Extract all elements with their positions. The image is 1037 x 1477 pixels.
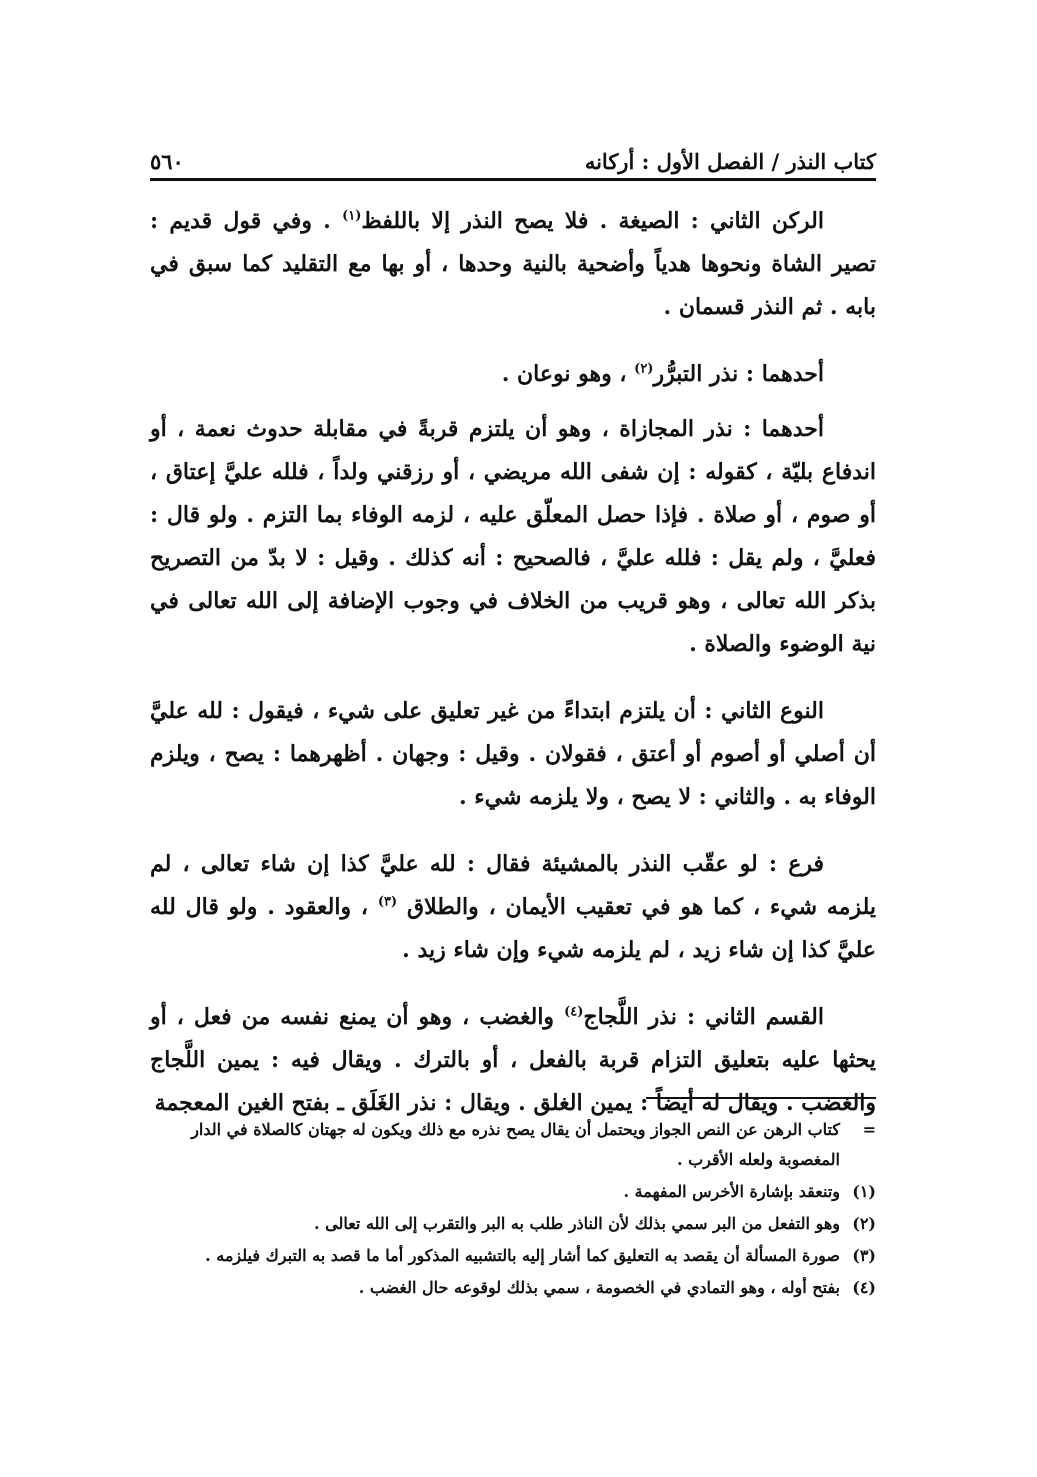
footnote-ref: (٤) [564,1004,584,1020]
footnote-mark: (٣) [852,1246,876,1265]
footnote [150,1177,876,1207]
paragraph-text: أحدهما : نذر المجازاة ، وهو أن يلتزم قربةً في مقابلة حدوث نعمة ، أو اندفاع بليّة ، كقوله : إن شفى الله مريضي ، أو رزقني ولداً ، فلله عليَّ إعتاق ، أو صوم ، أو صلاة . فإذا حصل المعلّق عليه ، لزمه الوفاء بما التزم . ولو قال : فعليَّ ، ولم يقل : فلله عليَّ ، فالصحيح : أنه كذلك . وقيل : لا بدّ من التصريح بذكر الله تعالى ، وهو قريب من الخلاف في وجوب الإضافة إلى الله تعالى في نية الوضوء والصلاة . [150,416,876,657]
paragraph-text: ، وهو نوعان . [501,361,635,387]
footnote-text: وهو التفعل من البر سمي بذلك لأن الناذر طلب به البر والتقرب إلى الله تعالى . [313,1214,840,1233]
paragraph-text: والغضب ، وهو أن يمنع نفسه من فعل ، أو يحثها عليه بتعليق التزام قربة بالفعل ، أو بالترك . ويقال فيه : يمين اللَّجاج والغضب . ويقال له أيضاً : يمين الغلق . ويقال : نذر الغَلَق ـ بفتح الغين المعجمة [150,1004,876,1116]
running-title: كتاب النذر / الفصل الأول : أركانه [584,149,876,174]
footnote [150,1241,876,1271]
footnote-mark: (٤) [852,1278,876,1297]
paragraph [150,690,876,819]
paragraph [150,996,876,1125]
footnote-mark: = [862,1120,876,1139]
footnote-text: صورة المسألة أن يقصد به التعليق كما أشار إليه بالتشبيه المذكور أما ما قصد به التبرك فيلزمه . [205,1246,840,1265]
footnote-ref: (٢) [634,361,654,377]
paragraph [150,353,876,396]
footnote-text: وتنعقد بإشارة الأخرس المفهمة . [623,1182,840,1201]
page-number: ٥٦٠ [150,149,184,174]
paragraph [150,843,876,972]
paragraph [150,408,876,666]
footnote-text: بفتح أوله ، وهو التمادي في الخصومة ، سمي بذلك لوقوعه حال الغضب . [358,1278,840,1297]
paragraph-text: النوع الثاني : أن يلتزم ابتداءً من غير تعليق على شيء ، فيقول : لله عليَّ أن أصلي أو أصوم أو أعتق ، فقولان . وقيل : وجهان . أظهرهما : يصح ، ويلزم الوفاء به . والثاني : لا يصح ، ولا يلزمه شيء . [150,698,876,810]
paragraph-text: فرع : لو عقّب النذر بالمشيئة فقال : لله عليَّ كذا إن شاء تعالى ، لم يلزمه شيء ، كما هو في تعقيب الأيمان ، والطلاق [150,851,876,920]
footnote-mark: (١) [852,1182,876,1201]
footnote-ref: (١) [342,208,362,224]
page-header [150,138,876,174]
main-text [150,200,876,1149]
footnote-text: كتاب الرهن عن النص الجواز ويحتمل أن يقال يصح نذره مع ذلك ويكون له جهتان كالصلاة في الدار المغصوبة ولعله الأقرب . [191,1120,840,1169]
header-rule [150,178,876,181]
footnote [150,1115,876,1175]
paragraph-text: ، والعقود . ولو قال لله عليَّ كذا إن شاء زيد ، لم يلزمه شيء وإن شاء زيد . [150,894,876,963]
paragraph [150,200,876,329]
footnote [150,1273,876,1303]
footnote-ref: (٣) [377,894,398,910]
footnote-mark: (٢) [852,1214,876,1233]
paragraph-text: الركن الثاني : الصيغة . فلا يصح النذر إلا باللفظ [361,208,825,234]
footnote-rule [646,1097,876,1099]
footnotes [150,1115,876,1305]
paragraph-text: . وفي قول قديم : تصير الشاة ونحوها هدياً وأضحية بالنية وحدها ، أو بها مع التقليد كما سبق في بابه . ثم النذر قسمان . [150,208,876,320]
paragraph-text: أحدهما : نذر التبرُّر [653,361,824,387]
paragraph-text: القسم الثاني : نذر اللَّجاج [583,1004,824,1030]
footnote [150,1209,876,1239]
